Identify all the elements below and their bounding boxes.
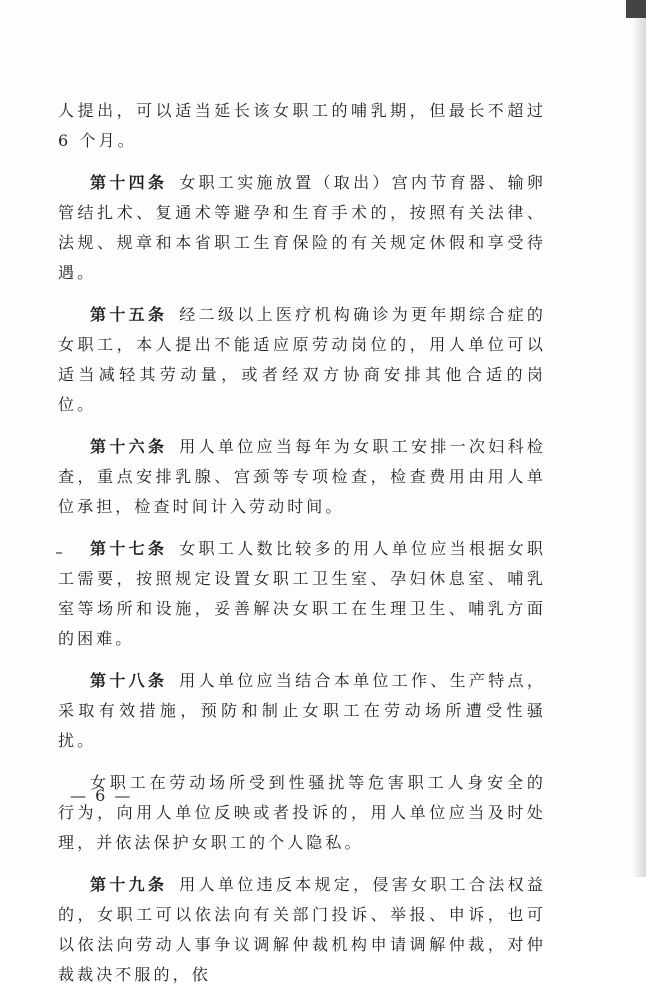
article-title: 第十七条 [90, 539, 168, 558]
document-body [58, 96, 546, 1002]
article-title: 第十五条 [90, 305, 168, 324]
article-text: 用人单位违反本规定，侵害女职工合法权益的，女职工可以依法向有关部门投诉、举报、申诉，也可以依法向劳动人事争议调解仲裁机构申请调解仲裁，对仲裁裁决不服的，依 [58, 875, 547, 984]
article-title: 第十八条 [90, 671, 168, 690]
paragraph-text: 人提出，可以适当延长该女职工的哺乳期，但最长不超过 6 个月。 [58, 101, 546, 150]
scan-mark [56, 552, 62, 554]
article-title: 第十四条 [90, 173, 168, 192]
scan-edge-shadow [632, 0, 646, 877]
article-text: 女职工实施放置（取出）宫内节育器、输卵管结扎术、复通术等避孕和生育手术的，按照有关法律、法规、规章和本省职工生育保险的有关规定休假和享受待遇。 [58, 173, 547, 282]
paragraph-continued [58, 96, 546, 156]
article-17 [58, 534, 546, 654]
article-16 [58, 432, 546, 522]
scan-corner-mark [626, 0, 646, 18]
article-text: 女职工人数比较多的用人单位应当根据女职工需要，按照规定设置女职工卫生室、孕妇休息室、哺乳室等场所和设施，妥善解决女职工在生理卫生、哺乳方面的困难。 [58, 539, 547, 648]
page-number: — 6 — [70, 786, 133, 805]
article-18 [58, 666, 546, 756]
article-text: 经二级以上医疗机构确诊为更年期综合症的女职工，本人提出不能适应原劳动岗位的，用人单位可以适当减轻其劳动量，或者经双方协商安排其他合适的岗位。 [58, 305, 547, 414]
article-title: 第十九条 [90, 875, 168, 894]
article-title: 第十六条 [90, 437, 168, 456]
article-18-paragraph-2 [58, 768, 546, 858]
article-text: 用人单位应当结合本单位工作、生产特点，采取有效措施，预防和制止女职工在劳动场所遭受性骚扰。 [58, 671, 547, 750]
article-19 [58, 870, 546, 990]
article-14 [58, 168, 546, 288]
paragraph-text: 女职工在劳动场所受到性骚扰等危害职工人身安全的行为，向用人单位反映或者投诉的，用人单位应当及时处理，并依法保护女职工的个人隐私。 [58, 773, 546, 852]
article-15 [58, 300, 546, 420]
article-text: 用人单位应当每年为女职工安排一次妇科检查，重点安排乳腺、宫颈等专项检查，检查费用由用人单位承担，检查时间计入劳动时间。 [58, 437, 547, 516]
